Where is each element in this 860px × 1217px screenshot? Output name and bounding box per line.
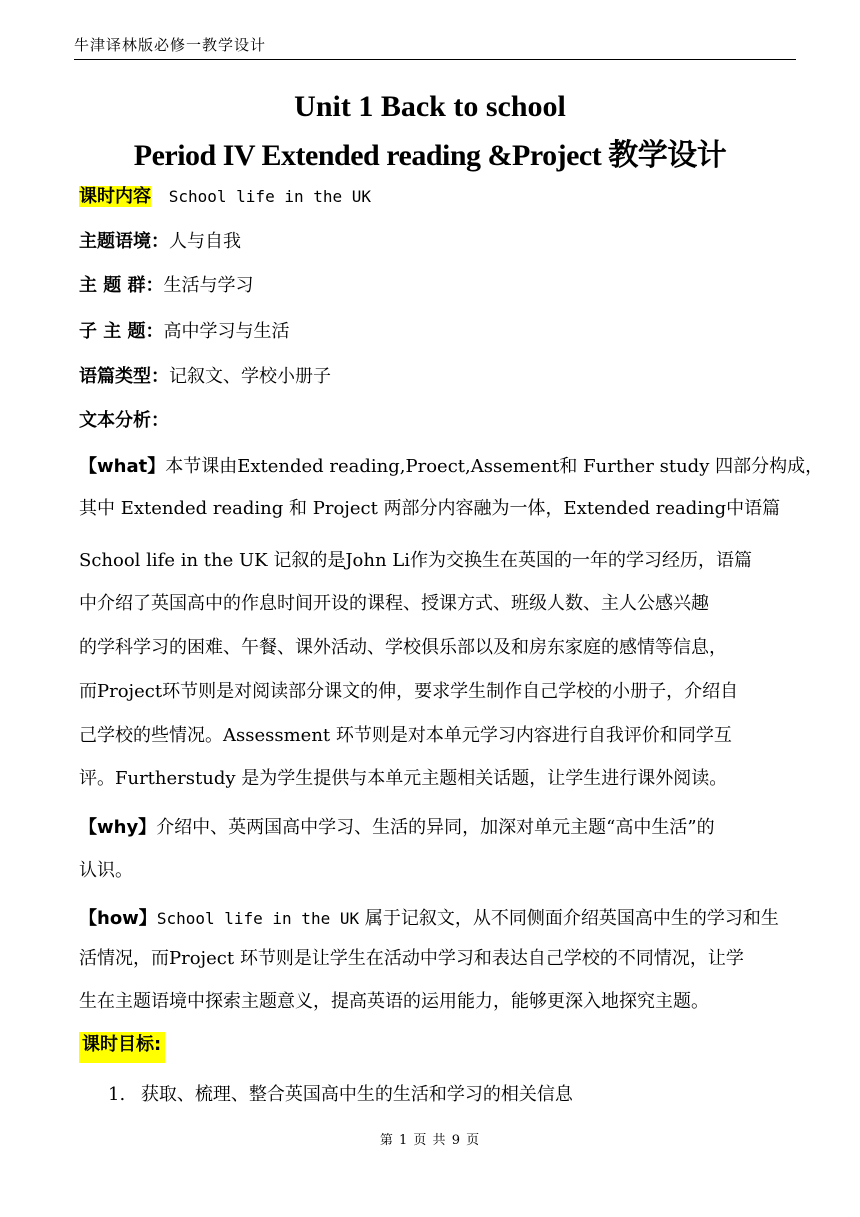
what-line-2: 其中 Extended reading 和 Project 两部分内容融为一体，Extended reading中语篇 <box>79 498 781 519</box>
sub-theme-value: 高中学习与生活 <box>163 321 290 342</box>
text-type-row <box>79 362 331 388</box>
goals-label: 课时目标: <box>79 1032 165 1063</box>
title-line-1: Unit 1 Back to school <box>294 90 566 123</box>
goals-heading <box>79 1030 165 1056</box>
text-analysis-label: 文本分析： <box>79 410 169 431</box>
page-footer: 第 1 页 共 9 页 <box>379 1133 481 1148</box>
how-line-1 <box>79 904 779 930</box>
what-line-6: 而Project环节则是对阅读部分课文的伸，要求学生制作自己学校的小册子，介绍自 <box>79 681 739 702</box>
sub-theme-row <box>79 317 290 343</box>
lesson-content-value: School life in the UK <box>168 187 372 206</box>
text-type-value: 记叙文、学校小册子 <box>169 366 331 387</box>
what-line-7: 己学校的些情况。Assessment 环节则是对本单元学习内容进行自我评价和同学互 <box>79 725 732 746</box>
title-line-2: Period IV Extended reading &Project 教学设计 <box>133 139 727 172</box>
lesson-content-row <box>79 182 371 208</box>
theme-context-row <box>79 227 241 253</box>
what-line-1 <box>79 452 823 478</box>
what-line-8: 评。Furtherstudy 是为学生提供与本单元主题相关话题，让学生进行课外阅读。 <box>79 768 728 789</box>
sub-theme-label: 子 主 题： <box>79 321 164 342</box>
what-line-5: 的学科学习的困难、午餐、课外活动、学校俱乐部以及和房东家庭的感情等信息， <box>79 637 727 658</box>
why-line-2: 认识。 <box>79 860 133 881</box>
what-line-3: School life in the UK 记叙的是John Li作为交换生在英国的一年的学习经历，语篇 <box>79 550 752 571</box>
lesson-content-label: 课时内容 <box>79 186 151 207</box>
theme-group-value: 生活与学习 <box>163 275 254 296</box>
page-header: 牛津译林版必修一教学设计 <box>74 34 796 60</box>
theme-group-label: 主 题 群： <box>79 275 164 296</box>
goal-item-1-text: 获取、梳理、整合英国高中生的生活和学习的相关信息 <box>140 1084 573 1105</box>
theme-group-row <box>79 271 254 297</box>
goal-item-1-number: 1. <box>108 1084 126 1105</box>
why-text-1: 介绍中、英两国高中学习、生活的异同，加深对单元主题“高中生活”的 <box>156 817 715 838</box>
why-line-1 <box>79 813 715 839</box>
how-line-3: 生在主题语境中探索主题意义，提高英语的运用能力，能够更深入地探究主题。 <box>79 991 709 1012</box>
how-line-2: 活情况，而Project 环节则是让学生在活动中学习和表达自己学校的不同情况，让学 <box>79 948 744 969</box>
theme-context-value: 人与自我 <box>169 231 241 252</box>
theme-context-label: 主题语境： <box>79 231 169 252</box>
what-tag: 【what】 <box>79 456 166 477</box>
how-text-1: 属于记叙文，从不同侧面介绍英国高中生的学习和生 <box>359 908 779 929</box>
what-text-1: 本节课由Extended reading,Proect,Assement和 Further study 四部分构成， <box>165 456 824 477</box>
how-mono-text: School life in the UK <box>156 909 360 928</box>
what-line-4: 中介绍了英国高中的作息时间开设的课程、授课方式、班级人数、主人公感兴趣 <box>79 593 709 614</box>
how-tag: 【how】 <box>79 908 157 929</box>
why-tag: 【why】 <box>79 817 157 838</box>
goal-item-1 <box>108 1080 573 1106</box>
text-type-label: 语篇类型： <box>79 366 169 387</box>
